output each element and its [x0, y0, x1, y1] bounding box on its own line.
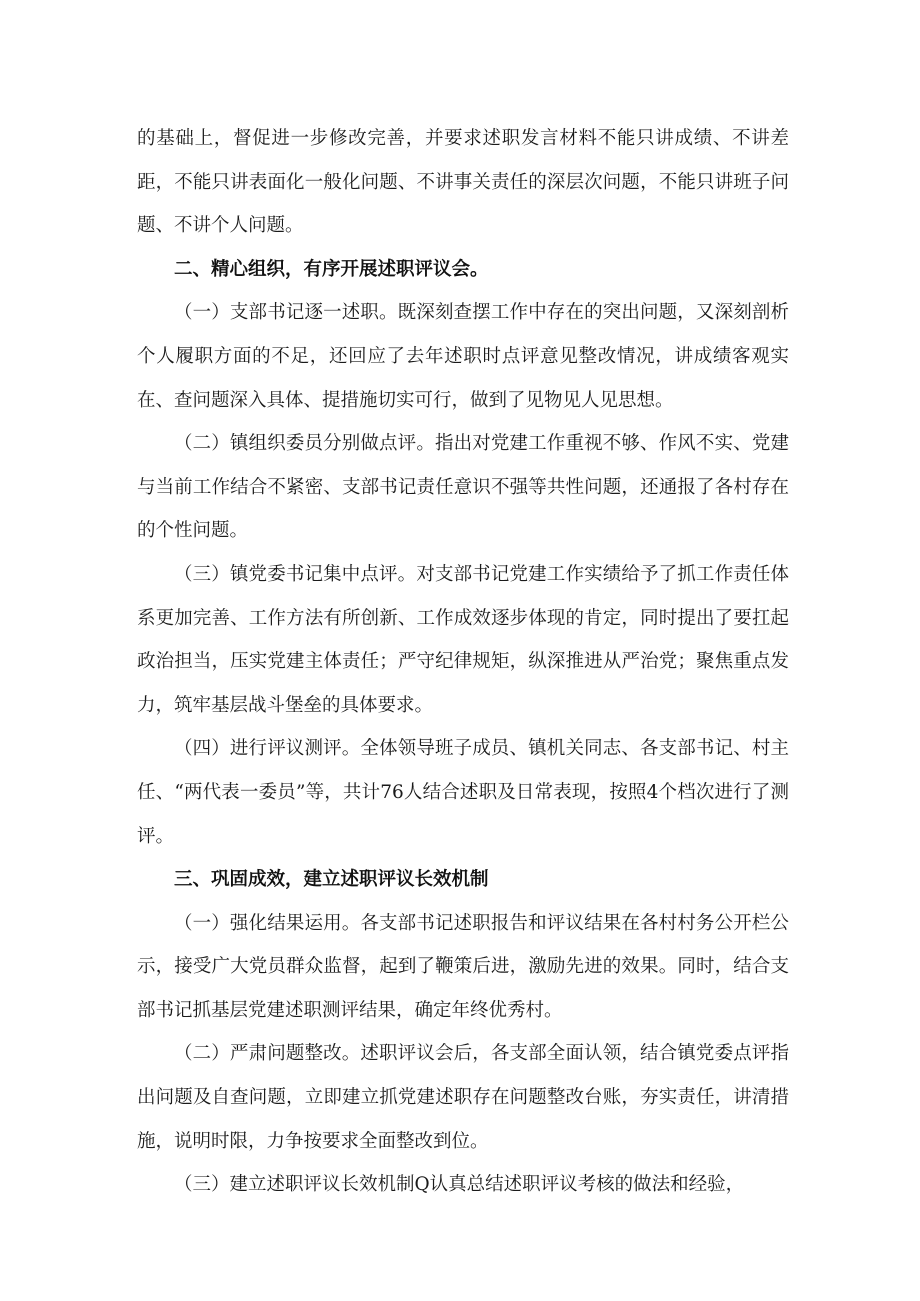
paragraph-continuation: 的基础上，督促进一步修改完善，并要求述职发言材料不能只讲成绩、不讲差距，不能只讲表面化一般化问题、不讲事关责任的深层次问题，不能只讲班子问题、不讲个人问题。 — [137, 128, 789, 237]
section-heading-3: 三、巩固成效，建立述职评议长效机制 — [174, 869, 489, 891]
paragraph-2-1: （一）支部书记逐一述职。既深刻查摆工作中存在的突出问题，又深刻剖析个人履职方面的不足，还回应了去年述职时点评意见整改情况，讲成绩客观实在、查问题深入具体、提措施切实可行，做到了见物见人见思想。 — [137, 302, 789, 411]
paragraph-2-3: （三）镇党委书记集中点评。对支部书记党建工作实绩给予了抓工作责任体系更加完善、工作方法有所创新、工作成效逐步体现的肯定，同时提出了要扛起政治担当，压实党建主体责任；严守纪律规矩，纵深推进从严治党；聚焦重点发力，筑牢基层战斗堡垒的具体要求。 — [137, 563, 789, 716]
document-body — [137, 117, 789, 1207]
paragraph-2-4: （四）进行评议测评。全体领导班子成员、镇机关同志、各支部书记、村主任、“两代表一委员”等，共计76人结合述职及日常表现，按照4个档次进行了测评。 — [137, 738, 789, 847]
section-heading-2: 二、精心组织，有序开展述职评议会。 — [174, 258, 489, 280]
paragraph-3-1: （一）强化结果运用。各支部书记述职报告和评议结果在各村村务公开栏公示，接受广大党员群众监督，起到了鞭策后进，激励先进的效果。同时，结合支部书记抓基层党建述职测评结果，确定年终优秀村。 — [137, 912, 789, 1021]
paragraph-2-2: （二）镇组织委员分别做点评。指出对党建工作重视不够、作风不实、党建与当前工作结合不紧密、支部书记责任意识不强等共性问题，还通报了各村存在的个性问题。 — [137, 433, 789, 542]
paragraph-3-2: （二）严肃问题整改。述职评议会后，各支部全面认领，结合镇党委点评指出问题及自查问题，立即建立抓党建述职存在问题整改台账，夯实责任，讲清措施，说明时限，力争按要求全面整改到位。 — [137, 1043, 789, 1152]
paragraph-3-3: （三）建立述职评议长效机制Q认真总结述职评议考核的做法和经验， — [174, 1174, 745, 1196]
